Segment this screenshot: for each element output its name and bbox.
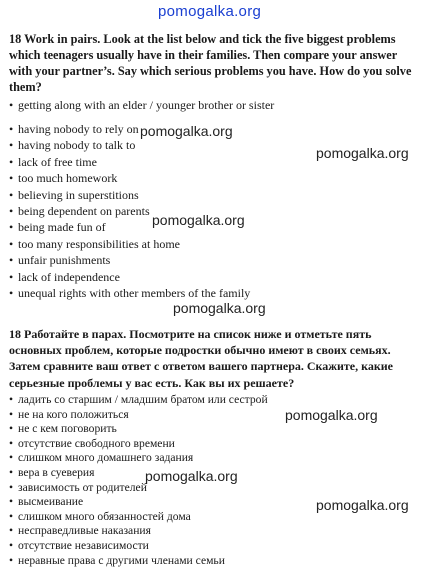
list-item-text: unequal rights with other members of the family <box>18 286 251 301</box>
list-item: • unequal rights with other members of the family <box>9 286 251 301</box>
list-item-text: несправедливые наказания <box>18 524 151 538</box>
list-item: • believing in superstitions <box>9 187 139 202</box>
list-item: • не с кем поговорить <box>9 422 117 436</box>
list-item-text: зависимость от родителей <box>18 480 147 494</box>
list-item-text: lack of free time <box>18 154 97 169</box>
list-item: • too much homework <box>9 171 118 186</box>
list-item: • отсутствие свободного времени <box>9 436 175 450</box>
problem-list-russian <box>9 393 268 568</box>
list-item: • being dependent on parents <box>9 204 150 219</box>
list-item-text: being dependent on parents <box>18 204 150 219</box>
list-item: • lack of independence <box>9 269 120 284</box>
list-item: • having nobody to talk to <box>9 138 136 153</box>
watermark: pomogalka.org <box>316 497 409 513</box>
list-item: • слишком много обязанностей дома <box>9 509 191 523</box>
list-item: • зависимость от родителей <box>9 480 147 494</box>
list-item-text: too many responsibilities at home <box>18 236 180 251</box>
list-item-text: believing in superstitions <box>18 187 139 202</box>
list-item-text: слишком много домашнего задания <box>18 451 194 465</box>
list-item-text: слишком много обязанностей дома <box>18 509 191 523</box>
list-item: • несправедливые наказания <box>9 524 151 538</box>
list-item: • отсутствие независимости <box>9 538 149 552</box>
list-item-text: неравные права с другими членами семьи <box>18 553 225 567</box>
watermark: pomogalka.org <box>173 300 266 316</box>
list-item-text: не на кого положиться <box>18 407 129 421</box>
list-item-text: unfair punishments <box>18 253 111 268</box>
list-item-text: too much homework <box>18 171 118 186</box>
list-item: • слишком много домашнего задания <box>9 451 194 465</box>
problem-list-english <box>9 98 274 113</box>
list-item-text: having nobody to rely on <box>18 122 139 136</box>
list-item-text: having nobody to talk to <box>18 138 136 153</box>
list-item-text: отсутствие независимости <box>18 538 149 552</box>
exercise-heading-russian: 18 Работайте в парах. Посмотрите на список ниже и отметьте пять основных проблем, которые подростки обычно имеют в своих семьях. Затем сравните ваш ответ с ответом вашего партнера. Скажите, какие серьезные проблемы у вас есть. Как вы их решаете? <box>9 327 393 390</box>
list-item-text: lack of independence <box>18 269 120 284</box>
problem-list-english-continued <box>9 121 250 301</box>
list-item: • too many responsibilities at home <box>9 236 180 251</box>
list-item: • не на кого положиться <box>9 407 129 421</box>
list-item: • высмеивание <box>9 495 84 509</box>
list-item-text: being made fun of <box>18 220 106 235</box>
list-item-text: getting along with an elder / younger brother or sister <box>18 98 275 112</box>
list-item: • being made fun of <box>9 220 106 235</box>
watermark: pomogalka.org <box>316 145 409 161</box>
exercise-heading-english: 18 Work in pairs. Look at the list below and tick the five biggest problems which teenagers usually have in their families. Then compare your answer with your partner’s. Say which serious problems you have. How do you solve them? <box>9 32 412 94</box>
list-item: • lack of free time <box>9 154 97 169</box>
list-item-text: отсутствие свободного времени <box>18 436 175 450</box>
list-item-text: высмеивание <box>18 495 84 509</box>
list-item-text: вера в суеверия <box>18 465 95 479</box>
watermark: pomogalka.org <box>285 407 378 423</box>
watermark: pomogalka.org <box>145 468 238 484</box>
list-item: • unfair punishments <box>9 253 111 268</box>
list-item: • having nobody to rely on <box>9 122 139 136</box>
list-item: • getting along with an elder / younger brother or sister <box>9 98 275 112</box>
watermark: pomogalka.org <box>152 212 245 228</box>
list-item-text: не с кем поговорить <box>18 422 117 436</box>
list-item-text: ладить со старшим / младшим братом или сестрой <box>18 393 268 406</box>
list-item: • вера в суеверия <box>9 465 95 479</box>
list-item: • ладить со старшим / младшим братом или сестрой <box>9 393 268 406</box>
watermark: pomogalka.org <box>140 123 233 139</box>
list-item: • неравные права с другими членами семьи <box>9 553 225 567</box>
watermark-header: pomogalka.org <box>158 3 262 20</box>
